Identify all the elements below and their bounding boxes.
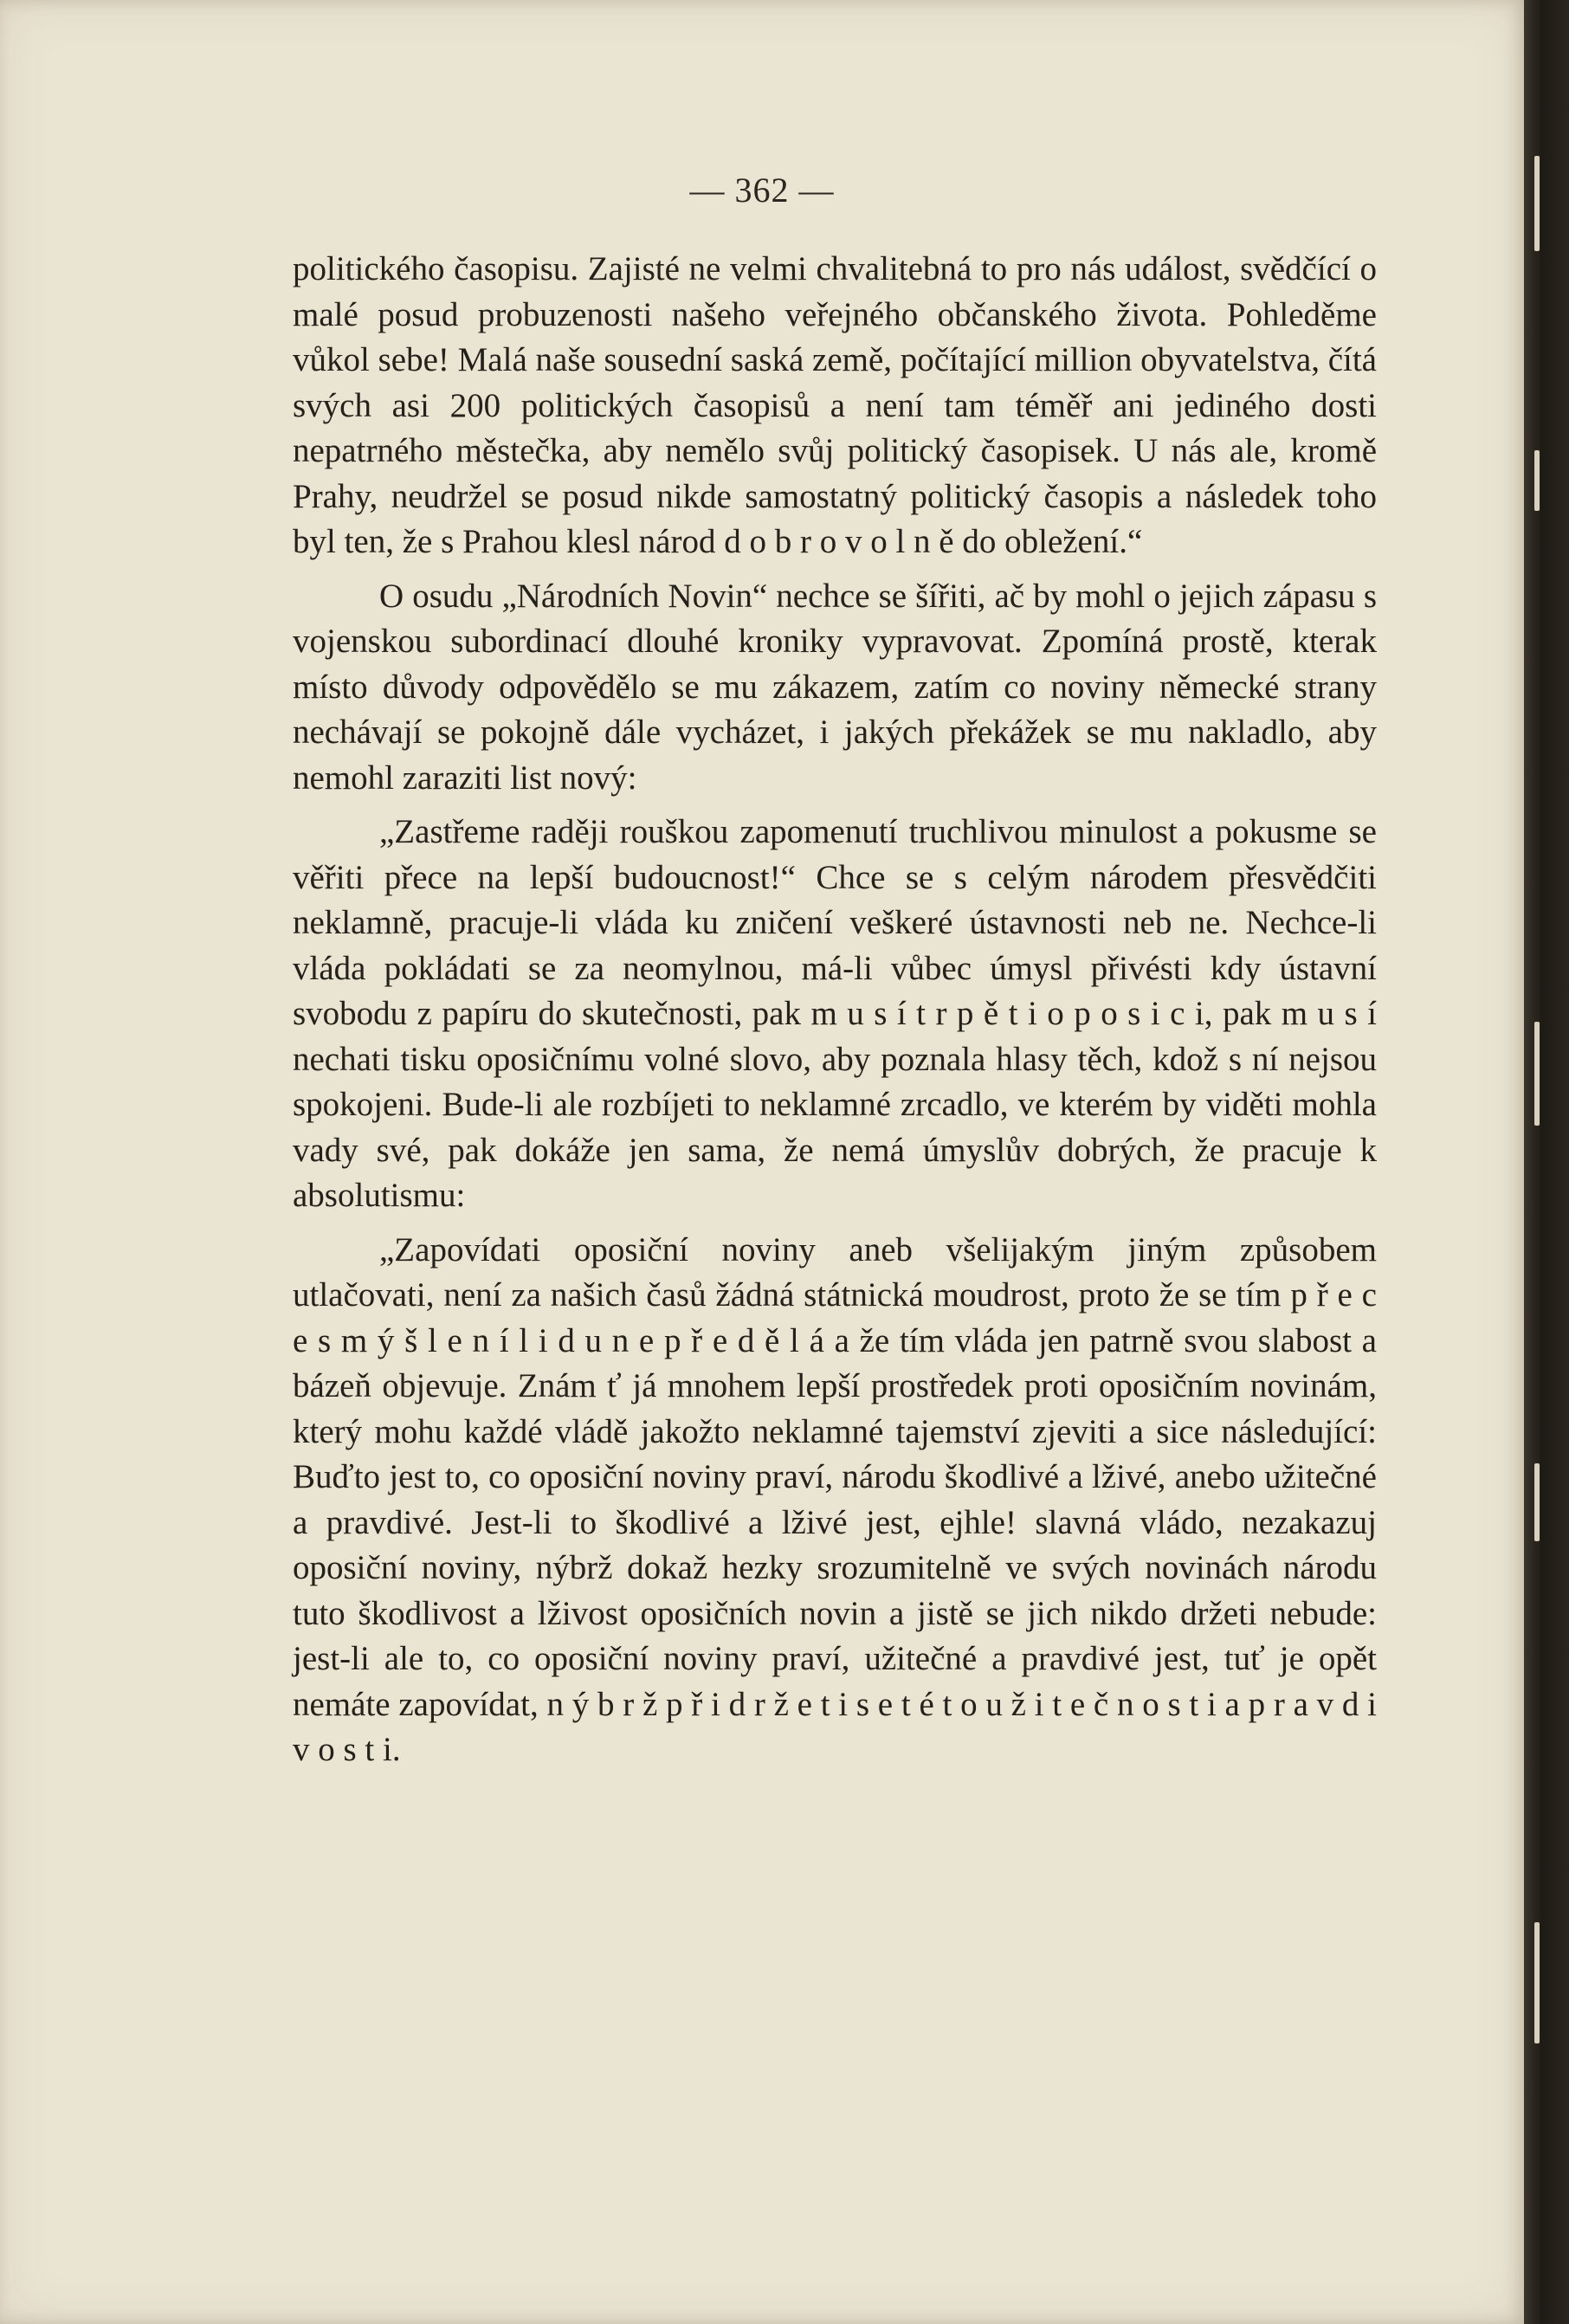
page-edge-mark <box>1534 1463 1540 1541</box>
book-spine-edge <box>1524 0 1569 2324</box>
paragraph: „Zastřeme raději rouškou zapomenutí truchlivou minulost a pokusme se věřiti přece na lepší budoucnost!“ Chce se s celým národem přesvědčiti neklamně, pracuje-li vláda ku zničení veškeré ústavnosti neb ne. Nechce-li vláda pokládati se za neomylnou, má-li vůbec úmysl přivésti kdy ústavní svobodu z papíru do skutečnosti, pak m u s í t r p ě t i o p o s i c i, pak m u s í nechati tisku oposičnímu volné slovo, aby poznala hlasy těch, kdož s ní nejsou spokojeni. Bude-li ale rozbíjeti to neklamné zrcadlo, ve kterém by viděti mohla vady své, pak dokáže jen sama, že nemá úmyslův dobrých, že pracuje k absolutismu: <box>293 813 1377 1214</box>
page-edge-mark <box>1534 450 1540 511</box>
page-number: — 362 — <box>689 171 835 210</box>
page-edge-mark <box>1534 156 1540 251</box>
paragraph: „Zapovídati oposiční noviny aneb všelijakým jiným způsobem utlačovati, není za našich časů žádná státnická moudrost, proto že se tím p ř e c e s m ý š l e n í l i d u n e p ř e d ě l á a že tím vláda jen patrně svou slabost a bázeň objevuje. Znám ť já mnohem lepší prostředek proti oposičním novinám, který mohu každé vládě jakožto neklamné tajemství zjeviti a sice následující: Buďto jest to, co oposiční noviny praví, národu škodlivé a lživé, anebo užitečné a pravdivé. Jest-li to škodlivé a lživé jest, ejhle! slavná vládo, nezakazuj oposiční noviny, nýbrž dokaž hezky srozumitelně ve svých novinách národu tuto škodlivost a lživost oposičních novin a jistě se jich nikdo držeti nebude: jest-li ale to, co oposiční noviny praví, užitečné a pravdivé jest, tuť je opět nemáte zapovídat, n ý b r ž p ř i d r ž e t i s e t é t o u ž i t e č n o s t i a p r a v d i v o s t i. <box>293 1230 1377 1768</box>
paragraph: O osudu „Národních Novin“ nechce se šířiti, ač by mohl o jejich zápasu s vojenskou subordinací dlouhé kroniky vypravovat. Zpomíná prostě, kterak místo důvody odpovědělo se mu zákazem, zatím co noviny německé strany nechávají se pokojně dále vycházet, i jakých překážek se mu nakladlo, aby nemohl zaraziti list nový: <box>293 577 1377 797</box>
paragraph: politického časopisu. Zajisté ne velmi chvalitebná to pro nás událost, svědčící o malé posud probuzenosti našeho veřejného občanského života. Pohleděme vůkol sebe! Malá naše sousední saská země, počítající million obyvatelstva, čítá svých asi 200 politických časopisů a není tam téměř ani jediného dosti nepatrného městečka, aby nemělo svůj politický časopisek. U nás ale, kromě Prahy, neudržel se posud nikde samostatný politický časopis a následek toho byl ten, že s Prahou klesl národ d o b r o v o l n ě do obležení.“ <box>293 250 1377 560</box>
page-edge-mark <box>1534 1922 1540 2043</box>
page-edge-mark <box>1534 1022 1540 1126</box>
body-text <box>293 247 1377 1773</box>
